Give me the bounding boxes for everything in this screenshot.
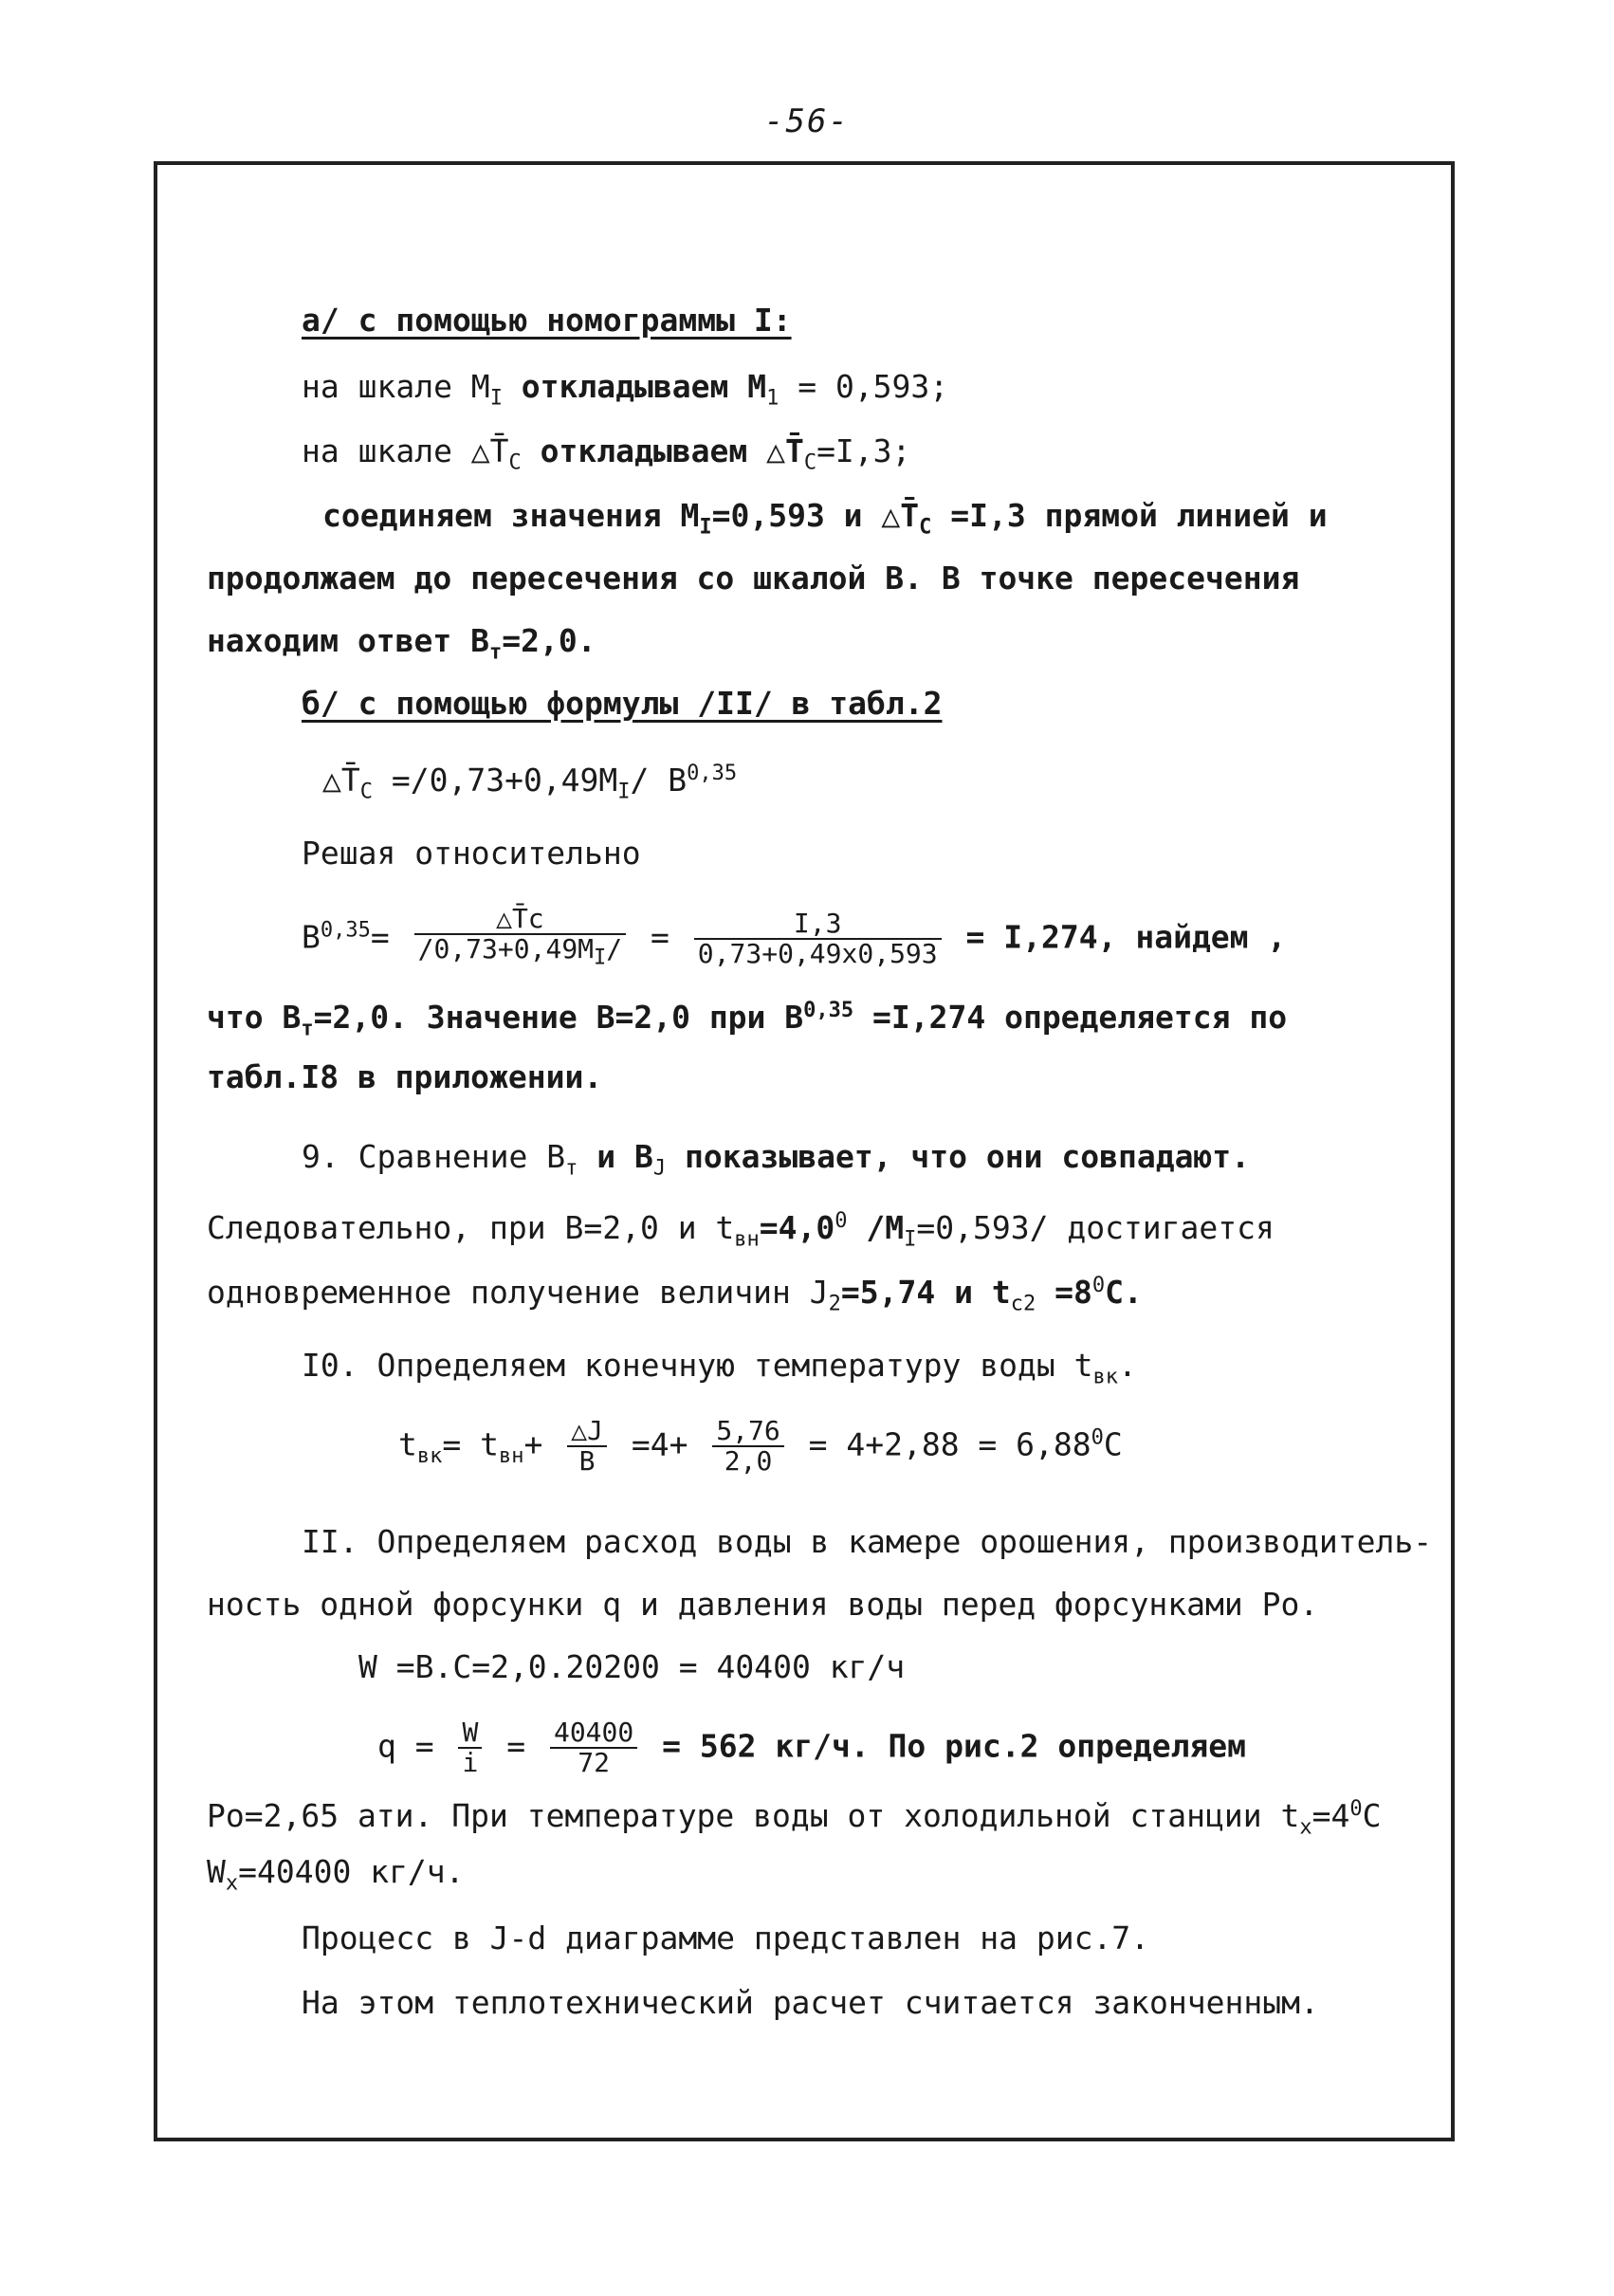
fraction <box>694 909 942 968</box>
text-line: Процесс в J-d диаграмме представлен на рис.7. <box>302 1919 1150 1956</box>
superscript: 0,35 <box>320 918 371 943</box>
fraction <box>458 1718 482 1777</box>
text: =2,0. <box>502 622 596 659</box>
fraction-numerator: W <box>462 1717 479 1748</box>
text: =I,3 прямой линией и <box>931 497 1328 534</box>
text-line: ность одной форсунки q и давления воды перед форсунками Po. <box>207 1586 1319 1623</box>
text-line: Решая относительно <box>302 835 641 872</box>
fraction-denominator: i <box>458 1747 482 1777</box>
text: =0,593/ достигается <box>916 1209 1275 1246</box>
formula-line <box>302 905 1286 973</box>
text: / <box>606 933 623 964</box>
text-line: На этом теплотехнический расчет считается законченным. <box>302 1984 1319 2021</box>
text-line <box>207 1791 1381 1847</box>
text: =4+ <box>631 1425 688 1463</box>
text: /M <box>847 1209 905 1246</box>
subscript: c2 <box>1010 1292 1036 1316</box>
text: =I,274 определяется по <box>853 999 1288 1036</box>
text: C <box>1103 1425 1123 1463</box>
subscript: I <box>699 515 712 540</box>
text: △T̄ <box>322 762 360 799</box>
fraction-numerator: △J <box>571 1415 603 1446</box>
text-line: II. Определяем расход воды в камере орошения, производитель- <box>302 1523 1433 1560</box>
fraction-numerator: △T̄c <box>496 903 544 934</box>
text: =40400 кг/ч. <box>238 1853 465 1890</box>
text: =/0,73+0,49M <box>373 762 618 799</box>
text: соединяем значения M <box>322 497 700 534</box>
text: W <box>207 1853 226 1890</box>
fraction <box>414 905 627 973</box>
subscript: 1 <box>766 386 779 411</box>
text: Следовательно, при B=2,0 и t <box>207 1209 735 1246</box>
text: одновременное получение величин J <box>207 1274 829 1311</box>
text-line <box>302 368 948 418</box>
text-line: W =B.C=2,0.20200 = 40400 кг/ч <box>358 1648 906 1685</box>
fraction-denominator <box>414 933 627 973</box>
text: /0,73+0,49M <box>417 933 595 964</box>
text: Po=2,65 ати. При температуре воды от холодильной станции t <box>207 1797 1300 1834</box>
fraction-denominator: 72 <box>550 1747 637 1777</box>
subscript: I <box>489 386 503 411</box>
text: + <box>523 1425 543 1463</box>
text: что B <box>207 999 302 1036</box>
text: =5,74 и t <box>840 1274 1011 1311</box>
text: =2,0. Значение B=2,0 при B <box>313 999 804 1036</box>
text: =4 <box>1311 1797 1350 1834</box>
formula-line <box>377 1718 1246 1777</box>
subscript: 2 <box>828 1292 841 1316</box>
text: q = <box>377 1727 434 1765</box>
text: = <box>370 918 390 956</box>
text-line <box>302 1138 1250 1188</box>
subscript: C <box>919 515 932 540</box>
text: =8 <box>1036 1274 1092 1311</box>
formula-line <box>398 1417 1123 1476</box>
subscript: вн <box>498 1444 524 1469</box>
text: =4,0 <box>759 1209 835 1246</box>
subscript: C <box>508 450 522 475</box>
text: = <box>651 918 669 956</box>
text: t <box>398 1425 417 1463</box>
superscript: 0,35 <box>687 762 738 785</box>
text: откладываем M <box>502 368 767 405</box>
fraction-numerator: 40400 <box>553 1717 634 1748</box>
text: I0. Определяем конечную температуру воды t <box>302 1347 1093 1384</box>
text: = I,274, найдем , <box>965 918 1287 956</box>
superscript: 0 <box>1091 1274 1106 1297</box>
subscript: J <box>652 1156 667 1181</box>
text-line <box>207 1267 1143 1324</box>
subscript: x <box>225 1871 239 1896</box>
text-line <box>207 1853 465 1903</box>
section-heading-b: б/ с помощью формулы /II/ в табл.2 <box>302 685 943 722</box>
section-heading-a: а/ с помощью номограммы I: <box>302 302 792 339</box>
text-line <box>302 432 910 483</box>
fraction-denominator: B <box>567 1445 607 1476</box>
formula-line <box>322 755 737 812</box>
superscript: 0 <box>835 1209 848 1233</box>
text: на шкале M <box>302 368 490 405</box>
text: и B <box>578 1138 653 1175</box>
text-line: табл.I8 в приложении. <box>207 1058 603 1095</box>
subscript: т <box>301 1017 314 1041</box>
text: =I,3; <box>816 432 911 469</box>
text: находим ответ B <box>207 622 490 659</box>
text: C. <box>1105 1274 1143 1311</box>
subscript: C <box>359 780 373 804</box>
subscript: вк <box>1092 1365 1118 1389</box>
text-line: продолжаем до пересечения со шкалой B. В точке пересечения <box>207 560 1300 597</box>
text-line <box>302 685 943 723</box>
text: = <box>506 1727 526 1765</box>
text-line <box>207 992 1287 1049</box>
text-line <box>322 497 1328 547</box>
text: 9. Сравнение B <box>302 1138 566 1175</box>
subscript: I <box>617 780 631 804</box>
superscript: 0 <box>1091 1425 1104 1450</box>
subscript: т <box>489 640 503 665</box>
text: показывает, что они совпадают. <box>666 1138 1251 1175</box>
fraction-numerator: I,3 <box>793 907 842 939</box>
text: / B <box>630 762 688 799</box>
subscript: т <box>565 1156 578 1181</box>
text: = 4+2,88 = 6,88 <box>808 1425 1091 1463</box>
subscript: вн <box>734 1227 760 1252</box>
fraction-denominator: 0,73+0,49x0,593 <box>694 938 942 968</box>
text-line <box>302 302 792 340</box>
page-number: -56- <box>764 102 850 140</box>
fraction <box>712 1417 783 1476</box>
text-line <box>302 1347 1137 1397</box>
text-line <box>207 1203 1275 1259</box>
subscript: I <box>594 946 607 970</box>
fraction-denominator: 2,0 <box>712 1445 783 1476</box>
text: C <box>1362 1797 1382 1834</box>
text: = t <box>442 1425 499 1463</box>
text-line <box>207 622 596 672</box>
text: =0,593 и △T̄ <box>711 497 920 534</box>
subscript: x <box>1299 1815 1312 1840</box>
fraction <box>550 1718 637 1777</box>
text: на шкале △T̄ <box>302 432 509 469</box>
subscript: I <box>904 1227 917 1252</box>
text: . <box>1117 1347 1137 1384</box>
superscript: 0 <box>1349 1797 1363 1821</box>
text: = 0,593; <box>779 368 949 405</box>
superscript: 0,35 <box>803 999 854 1022</box>
text: откладываем △T̄ <box>521 432 804 469</box>
text: B <box>302 918 321 956</box>
fraction-numerator: 5,76 <box>716 1415 780 1446</box>
fraction <box>567 1417 607 1476</box>
text: = 562 кг/ч. По рис.2 определяем <box>662 1727 1247 1765</box>
subscript: C <box>803 450 817 475</box>
subscript: вк <box>416 1444 443 1469</box>
